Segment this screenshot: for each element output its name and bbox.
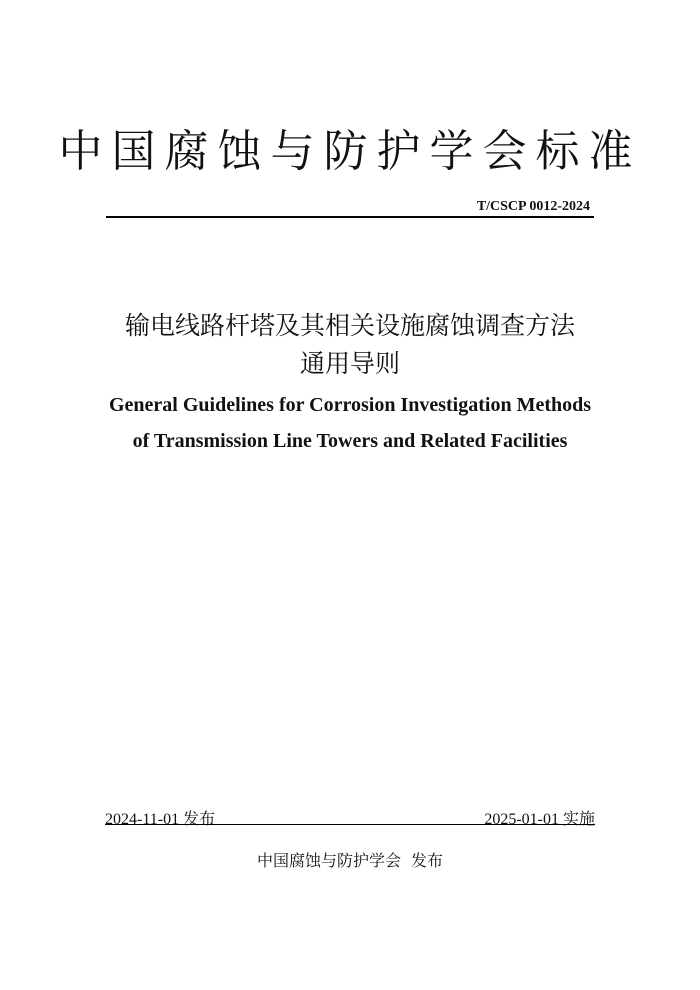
organization-title: 中国腐蚀与防护学会标准	[58, 126, 642, 177]
publish-date-block	[105, 806, 215, 829]
implement-label: 实施	[562, 809, 595, 828]
english-title-line-1: General Guidelines for Corrosion Investigation Methods	[108, 394, 592, 416]
publisher-label: 发布	[411, 851, 444, 870]
chinese-title-line-2: 通用导则	[299, 349, 400, 378]
publish-date: 2024-11-01	[105, 811, 180, 828]
chinese-title-line-1: 输电线路杆塔及其相关设施腐蚀调查方法	[124, 311, 575, 340]
header-divider	[106, 216, 594, 218]
implement-date-block	[484, 806, 595, 829]
implement-date: 2025-01-01	[484, 811, 559, 828]
publisher-name: 中国腐蚀与防护学会	[256, 851, 401, 870]
dates-divider	[105, 824, 595, 825]
standard-number: T/CSCP 0012-2024	[476, 199, 590, 214]
publisher-line	[0, 848, 700, 871]
publish-label: 发布	[183, 809, 216, 828]
english-title-line-2: of Transmission Line Towers and Related Facilities	[132, 430, 568, 452]
